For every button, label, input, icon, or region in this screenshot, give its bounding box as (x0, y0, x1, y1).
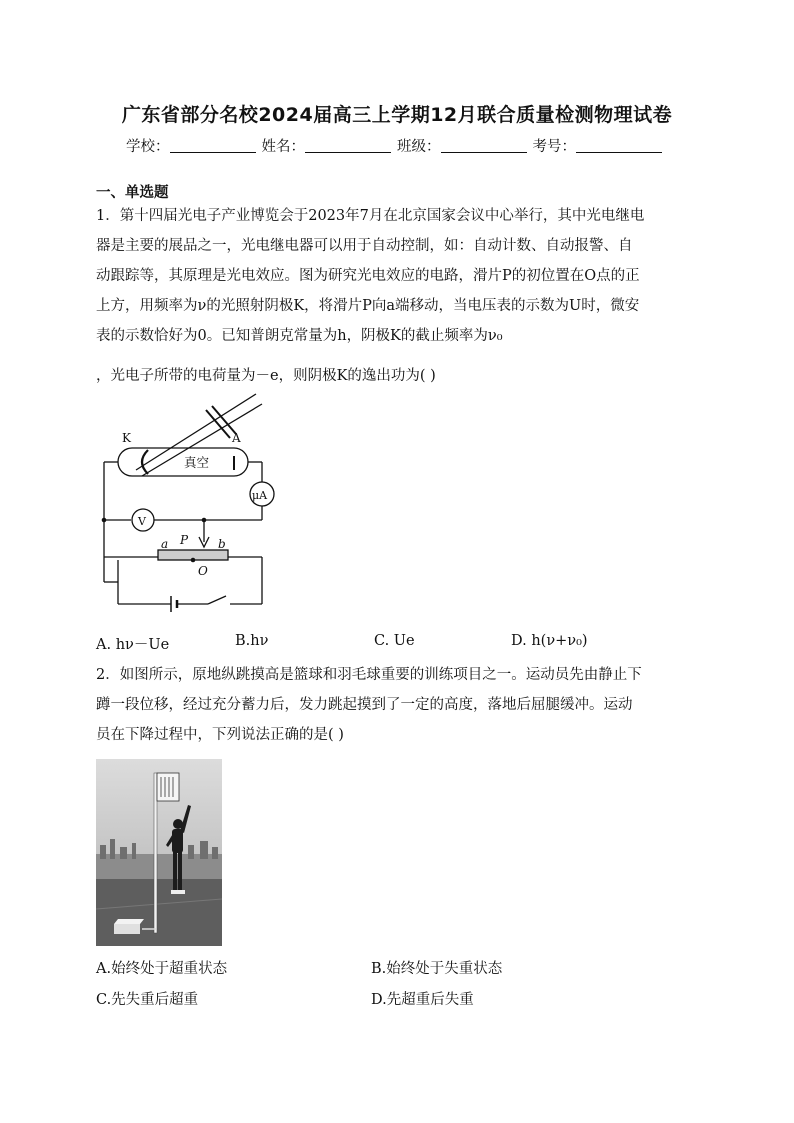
label-b: b (218, 537, 226, 551)
section-title: 一、单选题 (96, 185, 169, 201)
student-info-row (126, 135, 668, 156)
label-p: P (180, 533, 189, 547)
id-label: 考号： (532, 139, 576, 155)
class-field[interactable] (441, 138, 527, 153)
q1-line: 器是主要的展品之一，光电继电器可以用于自动控制，如：自动计数、自动报警、自 (96, 238, 633, 254)
label-vacuum: 真空 (184, 455, 210, 470)
q1-option-a[interactable]: A. hν－Ue (96, 637, 170, 653)
class-label: 班级： (397, 139, 441, 155)
q1-line: 表的示数恰好为0。已知普朗克常量为h，阴极K的截止频率为ν₀ (96, 328, 503, 344)
q1-line: 动跟踪等，其原理是光电效应。图为研究光电效应的电路，滑片P的初位置在O点的正 (96, 268, 640, 284)
name-field[interactable] (305, 138, 391, 153)
label-o: O (198, 564, 208, 578)
question-1-stem (96, 201, 698, 351)
school-label: 学校： (126, 139, 170, 155)
q1-option-d[interactable]: D. h(ν+ν₀) (511, 633, 588, 649)
label-a-top: A (232, 431, 241, 445)
q1-option-b[interactable]: B.hν (235, 633, 269, 649)
photoelectric-circuit-diagram (96, 392, 276, 614)
q2-line: 2．如图所示，原地纵跳摸高是篮球和羽毛球重要的训练项目之一。运动员先由静止下 (96, 667, 642, 683)
exam-title: 广东省部分名校2024届高三上学期12月联合质量检测物理试卷 (121, 104, 673, 126)
label-k: K (122, 431, 131, 445)
q2-option-a[interactable]: A.始终处于超重状态 (96, 961, 228, 977)
label-a: a (161, 537, 169, 551)
q2-line: 员在下降过程中，下列说法正确的是( ) (96, 727, 344, 743)
q2-option-c[interactable]: C.先失重后超重 (96, 992, 199, 1008)
q1-line: 1．第十四届光电子产业博览会于2023年7月在北京国家会议中心举行，其中光电继电 (96, 208, 645, 224)
q1-line: ，光电子所带的电荷量为－e，则阴极K的逸出功为( ) (96, 368, 436, 384)
school-field[interactable] (170, 138, 256, 153)
q1-option-c[interactable]: C. Ue (374, 633, 415, 649)
q1-line: 上方，用频率为ν的光照射阴极K，将滑片P向a端移动，当电压表的示数为U时，微安 (96, 298, 640, 314)
q2-option-d[interactable]: D.先超重后失重 (371, 992, 474, 1008)
label-microammeter: μA (252, 489, 268, 502)
jump-touch-photo (96, 759, 222, 946)
name-label: 姓名： (261, 139, 305, 155)
q2-option-b[interactable]: B.始终处于失重状态 (371, 961, 503, 977)
id-field[interactable] (576, 138, 662, 153)
label-voltmeter: V (138, 515, 146, 528)
q2-line: 蹲一段位移，经过充分蓄力后，发力跳起摸到了一定的高度，落地后屈腿缓冲。运动 (96, 697, 633, 713)
question-2-stem (96, 660, 698, 750)
